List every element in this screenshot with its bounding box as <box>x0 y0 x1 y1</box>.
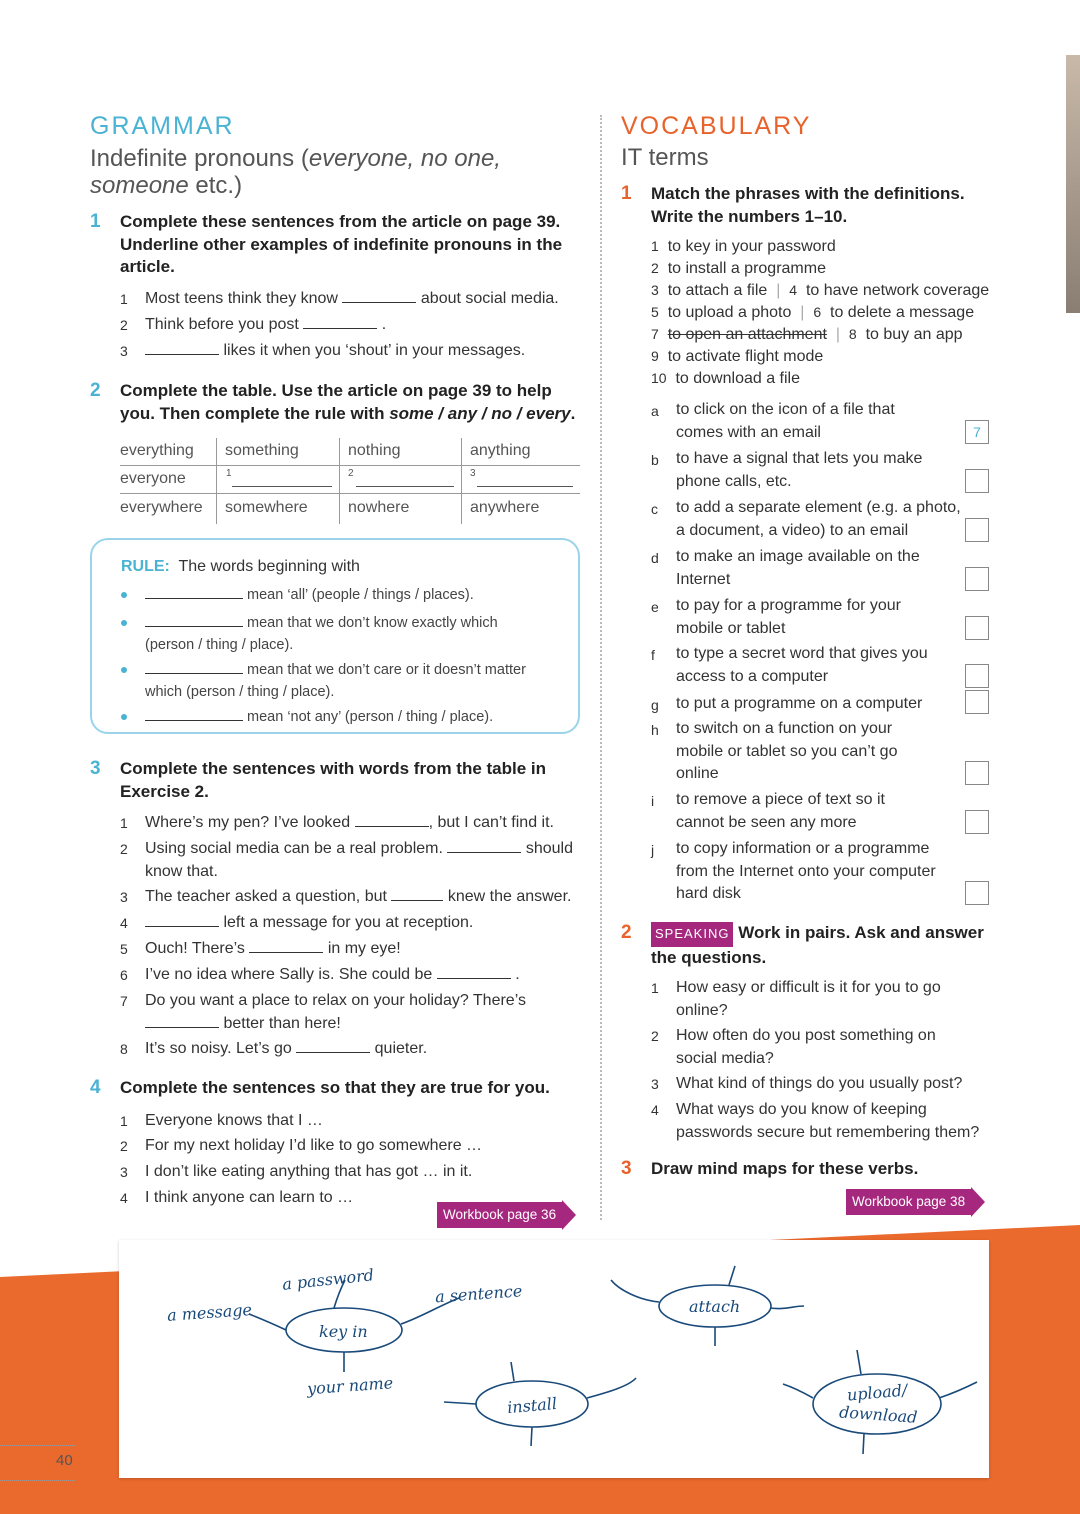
definition-text: to click on the icon of a file that comes with an email <box>676 401 895 441</box>
answer-box[interactable] <box>965 469 989 493</box>
vocab-ex3-number: 3 <box>621 1158 632 1179</box>
mindmap-branch <box>511 1362 514 1381</box>
answer-box[interactable] <box>965 761 989 785</box>
table-cell: somewhere <box>225 499 308 516</box>
answer-box[interactable] <box>965 881 989 905</box>
rule-line: mean ‘all’ (people / things / places). <box>145 584 565 606</box>
grammar-ex4-instruction: Complete the sentences so that they are true for you. <box>120 1078 550 1097</box>
table-divider <box>120 465 580 466</box>
definition-letter: i <box>651 793 655 809</box>
grammar-heading: GRAMMAR <box>90 112 235 140</box>
vocab-ex1-instruction: Match the phrases with the definitions. Write the numbers 1–10. <box>651 184 965 226</box>
grammar-ex2-instruction: Complete the table. Use the article on page 39 to help you. Then complete the rule with some / any / no / every. <box>120 381 576 423</box>
phrase-item: 7 to open an attachment | 8 to buy an app <box>651 326 963 343</box>
answer-blank[interactable] <box>355 813 429 827</box>
workbook-link-36[interactable]: Workbook page 36 <box>437 1202 562 1228</box>
list-item: 2 Using social media can be a real problem. should know that. <box>120 840 573 880</box>
speaking-badge: SPEAKING <box>651 922 733 947</box>
workbook-link-38[interactable]: Workbook page 38 <box>846 1189 971 1215</box>
rule-box <box>90 538 580 734</box>
answer-blank[interactable] <box>437 965 511 979</box>
table-cell: 2 <box>348 468 354 479</box>
list-item: 1 Most teens think they know about social media. <box>120 290 559 307</box>
table-answer-blank[interactable] <box>477 486 573 487</box>
mindmap-label: install <box>506 1393 558 1418</box>
definition-letter: g <box>651 697 659 713</box>
definition-text: to make an image available on the Internet <box>676 548 920 588</box>
rule-line: mean that we don’t care or it doesn’t matter which (person / thing / place). <box>145 662 526 700</box>
definition-text: to have a signal that lets you make phone calls, etc. <box>676 450 923 490</box>
answer-blank[interactable] <box>145 341 219 355</box>
table-cell: everyone <box>120 470 186 487</box>
mindmap-branch <box>249 1314 286 1330</box>
mindmap-branch <box>770 1306 804 1309</box>
table-cell: anywhere <box>470 499 540 516</box>
mindmap-label: key in <box>319 1322 368 1341</box>
question-item: 2 How often do you post something on social media? <box>651 1027 936 1067</box>
definition-letter: e <box>651 599 659 615</box>
rule-blank[interactable] <box>145 662 243 674</box>
definition-text: to add a separate element (e.g. a photo, a document, a video) to an email <box>676 499 961 539</box>
definition-letter: d <box>651 550 659 566</box>
bullet-icon <box>121 667 127 673</box>
vocabulary-heading: VOCABULARY <box>621 112 812 140</box>
mindmap-label: download <box>838 1402 919 1427</box>
answer-blank[interactable] <box>249 939 323 953</box>
answer-box[interactable] <box>965 810 989 834</box>
definition-text: to remove a piece of text so it cannot be seen any more <box>676 791 885 831</box>
mindmap-branch <box>783 1384 813 1398</box>
vocab-ex3-instruction: Draw mind maps for these verbs. <box>651 1159 919 1178</box>
table-cell: anything <box>470 442 531 459</box>
mindmap-panel <box>119 1240 989 1478</box>
definition-letter: j <box>651 842 655 858</box>
bullet-icon <box>121 592 127 598</box>
answer-blank[interactable] <box>303 315 377 329</box>
mindmap-branch <box>857 1350 861 1374</box>
table-divider <box>339 438 340 524</box>
table-divider <box>120 493 580 494</box>
page-number: 40 <box>56 1452 73 1469</box>
answer-box[interactable]: 7 <box>965 420 989 444</box>
answer-box[interactable] <box>965 664 989 688</box>
table-cell: nowhere <box>348 499 410 516</box>
question-item: 1 How easy or difficult is it for you to go online? <box>651 979 941 1019</box>
phrase-list <box>651 235 1011 395</box>
phrase-item: 2 to install a programme <box>651 260 826 277</box>
mindmap-branch <box>587 1378 636 1398</box>
mindmap-branch <box>531 1427 532 1446</box>
definition-letter: c <box>651 501 658 517</box>
definition-text: to type a secret word that gives you access to a computer <box>676 645 928 685</box>
mindmap-label: a password <box>281 1265 375 1294</box>
table-divider <box>461 438 462 524</box>
pronoun-table <box>120 438 580 524</box>
definition-text: to put a programme on a computer <box>676 695 923 712</box>
page-number-rule <box>0 1445 75 1446</box>
bullet-icon <box>121 620 127 626</box>
table-cell: 1 <box>226 468 232 479</box>
grammar-ex1-instruction: Complete these sentences from the article on page 39. Underline other examples of indefinite pronouns in the article. <box>120 212 563 276</box>
list-item: 2 Think before you post . <box>120 316 387 333</box>
column-divider <box>600 115 602 1220</box>
mindmap-label: a message <box>166 1300 253 1325</box>
photo-edge-strip <box>1066 55 1080 313</box>
vocab-ex2-number: 2 <box>621 922 632 943</box>
rule-blank[interactable] <box>145 709 243 721</box>
definition-text: to switch on a function on your mobile or tablet so you can’t go online <box>676 720 898 782</box>
definition-text: to copy information or a programme from the Internet onto your computer hard disk <box>676 840 936 902</box>
rule-blank[interactable] <box>145 587 243 599</box>
mindmap-label: a sentence <box>434 1281 523 1307</box>
answer-blank[interactable] <box>342 289 416 303</box>
mindmap-branch <box>611 1280 659 1302</box>
table-divider <box>216 438 217 524</box>
vocab-ex1-number: 1 <box>621 183 632 204</box>
phrase-item: 1 to key in your password <box>651 238 836 255</box>
mindmap-label: upload/ <box>846 1380 909 1405</box>
bullet-icon <box>121 714 127 720</box>
phrase-item: 10 to download a file <box>651 370 800 387</box>
answer-box[interactable] <box>965 690 989 714</box>
grammar-ex2-number: 2 <box>90 380 101 401</box>
vocabulary-subtitle: IT terms <box>621 144 709 171</box>
answer-box[interactable] <box>965 567 989 591</box>
rule-intro: RULE: The words beginning with <box>121 558 360 575</box>
table-answer-blank[interactable] <box>356 486 454 487</box>
rule-line: mean that we don’t know exactly which (person / thing / place). <box>145 615 498 653</box>
table-answer-blank[interactable] <box>232 486 332 487</box>
table-cell: 3 <box>470 468 476 479</box>
page-number-rule <box>0 1480 75 1481</box>
grammar-subtitle: Indefinite pronouns (everyone, no one, someone etc.) <box>90 145 501 199</box>
answer-blank[interactable] <box>145 1014 219 1028</box>
grammar-ex4-number: 4 <box>90 1077 101 1098</box>
answer-box[interactable] <box>965 616 989 640</box>
answer-blank[interactable] <box>391 887 443 901</box>
mindmap-branch <box>939 1382 977 1398</box>
mindmap-drawing <box>119 1240 989 1478</box>
table-cell: everything <box>120 442 194 459</box>
mindmap-branch <box>444 1402 476 1404</box>
answer-blank[interactable] <box>447 839 521 853</box>
rule-line: mean ‘not any’ (person / thing / place). <box>145 706 565 728</box>
question-item: 4 What ways do you know of keeping passwords secure but remembering them? <box>651 1101 980 1141</box>
definition-letter: a <box>651 403 659 419</box>
list-item: 7 Do you want a place to relax on your holiday? There’s better than here! <box>120 992 526 1032</box>
rule-blank[interactable] <box>145 615 243 627</box>
table-cell: something <box>225 442 299 459</box>
definition-letter: b <box>651 452 659 468</box>
definition-text: to pay for a programme for your mobile or tablet <box>676 597 901 637</box>
phrase-item: 3 to attach a file | 4 to have network coverage <box>651 282 990 299</box>
mindmap-label: your name <box>306 1373 394 1399</box>
mindmap-branch <box>729 1266 735 1285</box>
definition-letter: f <box>651 647 655 663</box>
table-cell: nothing <box>348 442 401 459</box>
answer-box[interactable] <box>965 518 989 542</box>
definition-letter: h <box>651 722 659 738</box>
answer-blank[interactable] <box>296 1039 370 1053</box>
grammar-ex3-instruction: Complete the sentences with words from the table in Exercise 2. <box>120 759 547 801</box>
vocab-ex2-instruction: SPEAKING Work in pairs. Ask and answer the questions. <box>651 923 984 967</box>
answer-blank[interactable] <box>145 913 219 927</box>
phrase-item: 9 to activate flight mode <box>651 348 824 365</box>
grammar-ex3-number: 3 <box>90 758 101 779</box>
grammar-ex1-number: 1 <box>90 211 101 232</box>
mindmap-branch <box>863 1434 864 1454</box>
question-item: 3 What kind of things do you usually post? <box>651 1075 963 1092</box>
list-item: 3 likes it when you ‘shout’ in your messages. <box>120 342 526 359</box>
mindmap-label: attach <box>689 1297 741 1316</box>
phrase-item: 5 to upload a photo | 6 to delete a message <box>651 304 975 321</box>
table-cell: everywhere <box>120 499 203 516</box>
